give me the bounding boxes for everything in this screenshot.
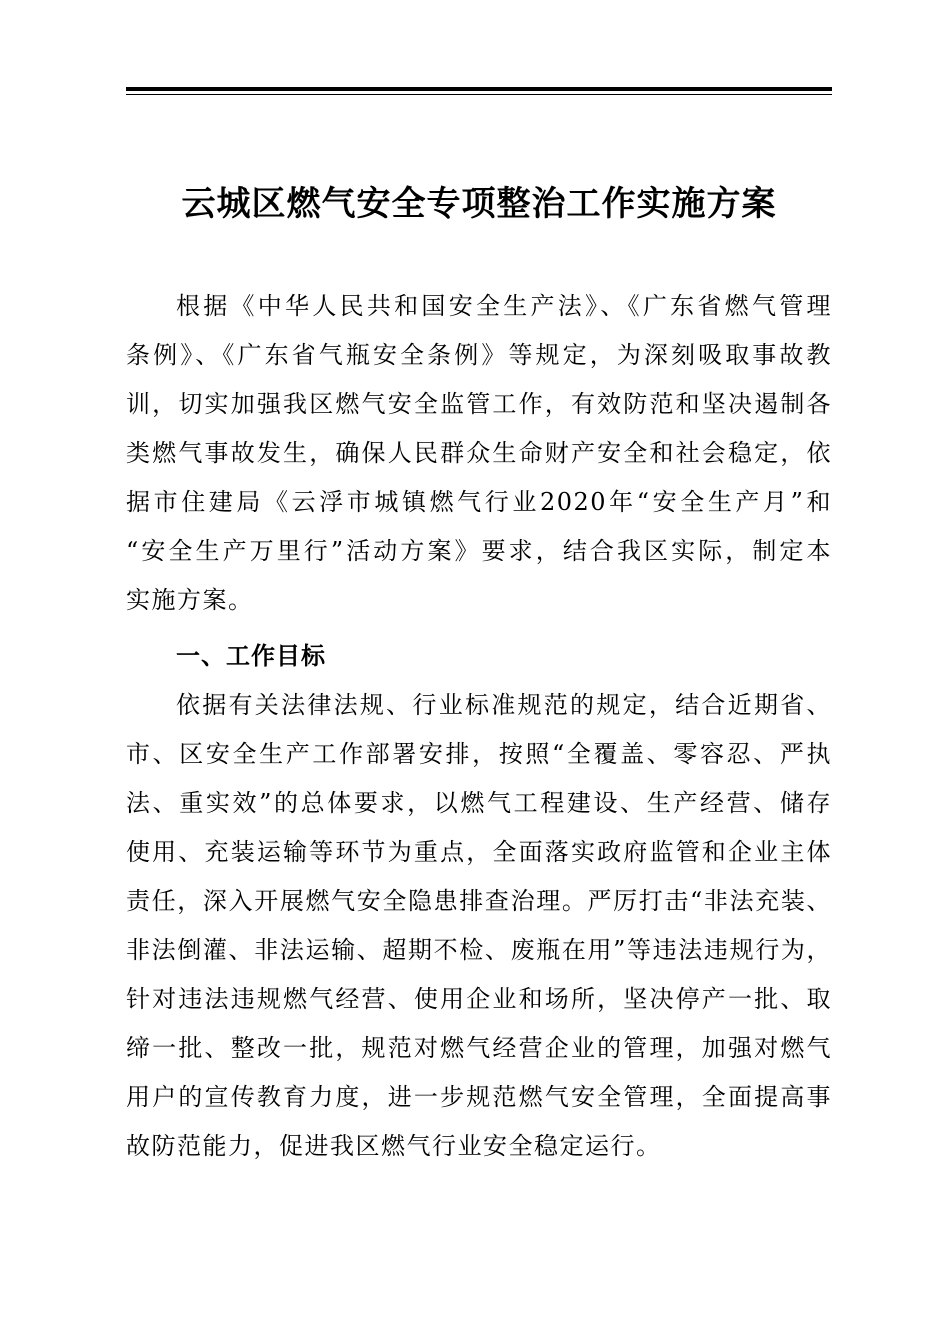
- intro-paragraph: [126, 282, 832, 632]
- text-line: 法、重实效”的总体要求，以燃气工程建设、生产经营、储存: [126, 789, 832, 817]
- text-line: 根据《中华人民共和国安全生产法》、《广东省燃气管理: [176, 292, 832, 320]
- text-line: 用户的宣传教育力度，进一步规范燃气安全管理，全面提高事: [126, 1083, 832, 1111]
- text-line: 依据有关法律法规、行业标准规范的规定，结合近期省、: [176, 691, 832, 719]
- text-line: 缔一批、整改一批，规范对燃气经营企业的管理，加强对燃气: [126, 1034, 832, 1062]
- text-line: 条例》、《广东省气瓶安全条例》等规定，为深刻吸取事故教: [126, 341, 832, 369]
- work-goals-paragraph: [126, 681, 832, 1171]
- text-line: 非法倒灌、非法运输、超期不检、废瓶在用”等违法违规行为，: [126, 936, 832, 964]
- text-line: 据市住建局《云浮市城镇燃气行业2020年“安全生产月”和: [126, 488, 832, 516]
- header-rule-thick: [126, 87, 832, 91]
- text-line: 类燃气事故发生，确保人民群众生命财产安全和社会稳定，依: [126, 439, 832, 467]
- header-rule-thin: [126, 94, 832, 95]
- text-line: 使用、充装运输等环节为重点，全面落实政府监管和企业主体: [126, 838, 832, 866]
- text-line: 故防范能力，促进我区燃气行业安全稳定运行。: [126, 1132, 662, 1160]
- text-line: 训，切实加强我区燃气安全监管工作，有效防范和坚决遏制各: [126, 390, 832, 418]
- text-line: 针对违法违规燃气经营、使用企业和场所，坚决停产一批、取: [126, 985, 832, 1013]
- text-line: 市、区安全生产工作部署安排，按照“全覆盖、零容忍、严执: [126, 740, 832, 768]
- text-line: “安全生产万里行”活动方案》要求，结合我区实际，制定本: [126, 537, 832, 565]
- text-line: 实施方案。: [126, 586, 254, 614]
- document-title: 云城区燃气安全专项整治工作实施方案: [181, 184, 777, 224]
- section-heading-work-goals: 一、工作目标: [176, 642, 326, 670]
- text-line: 责任，深入开展燃气安全隐患排查治理。严厉打击“非法充装、: [126, 887, 832, 915]
